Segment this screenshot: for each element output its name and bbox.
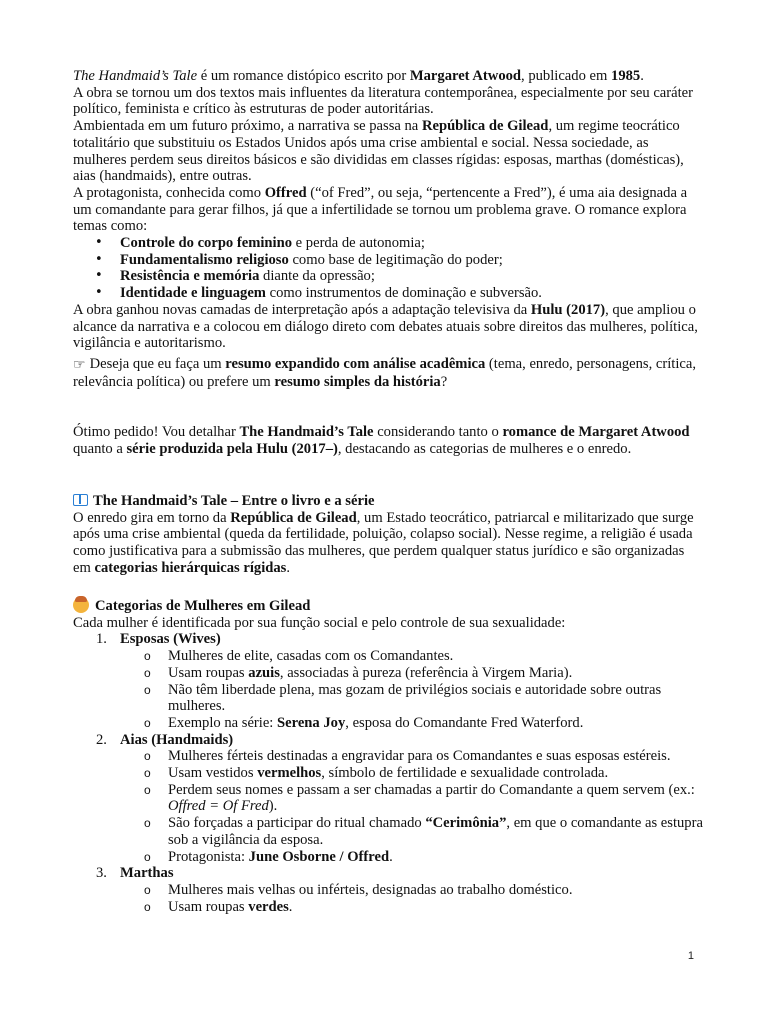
list-item: • Fundamentalismo religioso como base de legitimação do poder; [73,252,703,269]
category-marthas: 3. Marthas o Mulheres mais velhas ou inférteis, designadas ao trabalho doméstico. o Usam roupas verdes. [73,865,703,915]
list-item: • Controle do corpo feminino e perda de autonomia; [73,235,703,252]
list-item: o São forçadas a participar do ritual chamado “Cerimônia”, em que o comandante as estupra sob a vigilância da esposa. [73,815,703,848]
category-title: Aias (Handmaids) [120,731,234,748]
themes-list [73,235,703,302]
intro-paragraph-2: A obra se tornou um dos textos mais influentes da literatura contemporânea, especialmente por seu caráter político, feminista e crítico às estruturas de poder autoritárias. [73,84,694,118]
categories-list [73,631,703,915]
list-item: o Usam roupas verdes. [73,899,703,916]
list-item: o Não têm liberdade plena, mas gozam de privilégios sociais e autoridade sobre outras mulheres. [73,682,703,715]
list-item: o Mulheres de elite, casadas com os Comandantes. [73,648,703,665]
section-paragraph: O enredo gira em torno da República de Gilead, um Estado teocrático, patriarcal e militarizado que surge após uma crise ambiental (queda da fertilidade, poluição, colapso social). Nesse regime, a religião é usada como justificativa para a submissão das mulheres, que perdem qualquer status jurídico e são organizadas em categorias hierárquicas rígidas. [73,509,694,576]
list-item: • Resistência e memória diante da opressão; [73,268,703,285]
list-item: o Usam roupas azuis, associadas à pureza (referência à Virgem Maria). [73,665,703,682]
category-title: Marthas [120,865,174,882]
reply-section [73,424,703,457]
intro-paragraph-3: Ambientada em um futuro próximo, a narrativa se passa na República de Gilead, um regime teocrático totalitário que substituiu os Estados Unidos após uma crise ambiental e social. Nessa sociedade, as mulheres perdem seus direitos básicos e são divididas em classes rígidas: esposas, marthas (domésticas), aias (handmaids), entre outras. [73,118,684,185]
section-categories [73,597,703,915]
section-heading: Categorias de Mulheres em Gilead [73,597,703,615]
intro-section [73,68,703,390]
book-icon [73,494,88,506]
list-item: o Exemplo na série: Serena Joy, esposa do Comandante Fred Waterford. [73,715,703,732]
category-wives: 1. Esposas (Wives) o Mulheres de elite, casadas com os Comandantes. o Usam roupas azuis, associadas à pureza (referência à Virgem Maria). o Não têm liberdade plena, mas gozam de privilégios sociais e autoridade sobre outras mulheres. o Exemplo na série: Serena Joy, esposa do Comandante Fred Waterford. [73,631,703,731]
list-item: o Mulheres mais velhas ou inférteis, designadas ao trabalho doméstico. [73,882,703,899]
pointing-hand-icon: ☞ [73,356,86,373]
book-title: The Handmaid’s Tale [73,68,198,84]
list-item: o Perdem seus nomes e passam a ser chamadas a partir do Comandante a quem servem (ex.: Offred = Of Fred). [73,782,703,815]
author-name: Margaret Atwood [409,68,522,84]
intro-paragraph-1: The Handmaid’s Tale é um romance distópico escrito por Margaret Atwood, publicado em 1985. [73,68,644,84]
category-title: Esposas (Wives) [120,631,221,648]
list-item: o Protagonista: June Osborne / Offred. [73,849,703,866]
woman-face-icon [73,597,89,613]
section-heading: The Handmaid’s Tale – Entre o livro e a série [73,493,703,510]
section-intro: Cada mulher é identificada por sua função social e pelo controle de sua sexualidade: [73,614,566,631]
list-item: o Usam vestidos vermelhos, símbolo de fertilidade e sexualidade controlada. [73,765,703,782]
intro-paragraph-6: ☞ Deseja que eu faça um resumo expandido com análise acadêmica (tema, enredo, personagens, crítica, relevância política) ou prefere um resumo simples da história? [73,355,696,390]
intro-paragraph-4: A protagonista, conhecida como Offred (“of Fred”, ou seja, “pertencente a Fred”), é uma aia designada a um comandante para gerar filhos, já que a infertilidade se tornou um problema grave. O romance explora temas como: [73,184,688,235]
reply-paragraph: Ótimo pedido! Vou detalhar The Handmaid’s Tale considerando tanto o romance de Margaret Atwood quanto a série produzida pela Hulu (2017–), destacando as categorias de mulheres e o enredo. [73,424,690,457]
publication-year: 1985 [611,68,641,84]
list-item: • Identidade e linguagem como instrumentos de dominação e subversão. [73,285,703,302]
intro-paragraph-5: A obra ganhou novas camadas de interpretação após a adaptação televisiva da Hulu (2017), que ampliou o alcance da narrativa e a colocou em diálogo direto com debates atuais sobre direitos das mulheres, política, vigilância e autoritarismo. [73,301,698,352]
section-book-and-series [73,493,703,577]
category-handmaids: 2. Aias (Handmaids) o Mulheres férteis destinadas a engravidar para os Comandantes e suas esposas estéreis. o Usam vestidos vermelhos, símbolo de fertilidade e sexualidade controlada. o Perdem seus nomes e passam a ser chamadas a partir do Comandante a quem servem (ex.: Offred = Of Fred). o São forçadas a participar do ritual chamado “Cerimônia”, em que o comandante as estupra sob a vigilância da esposa. o Protagonista: June Osborne / Offred. [73,732,703,866]
list-item: o Mulheres férteis destinadas a engravidar para os Comandantes e suas esposas estéreis. [73,748,703,765]
page-number: 1 [687,950,694,962]
